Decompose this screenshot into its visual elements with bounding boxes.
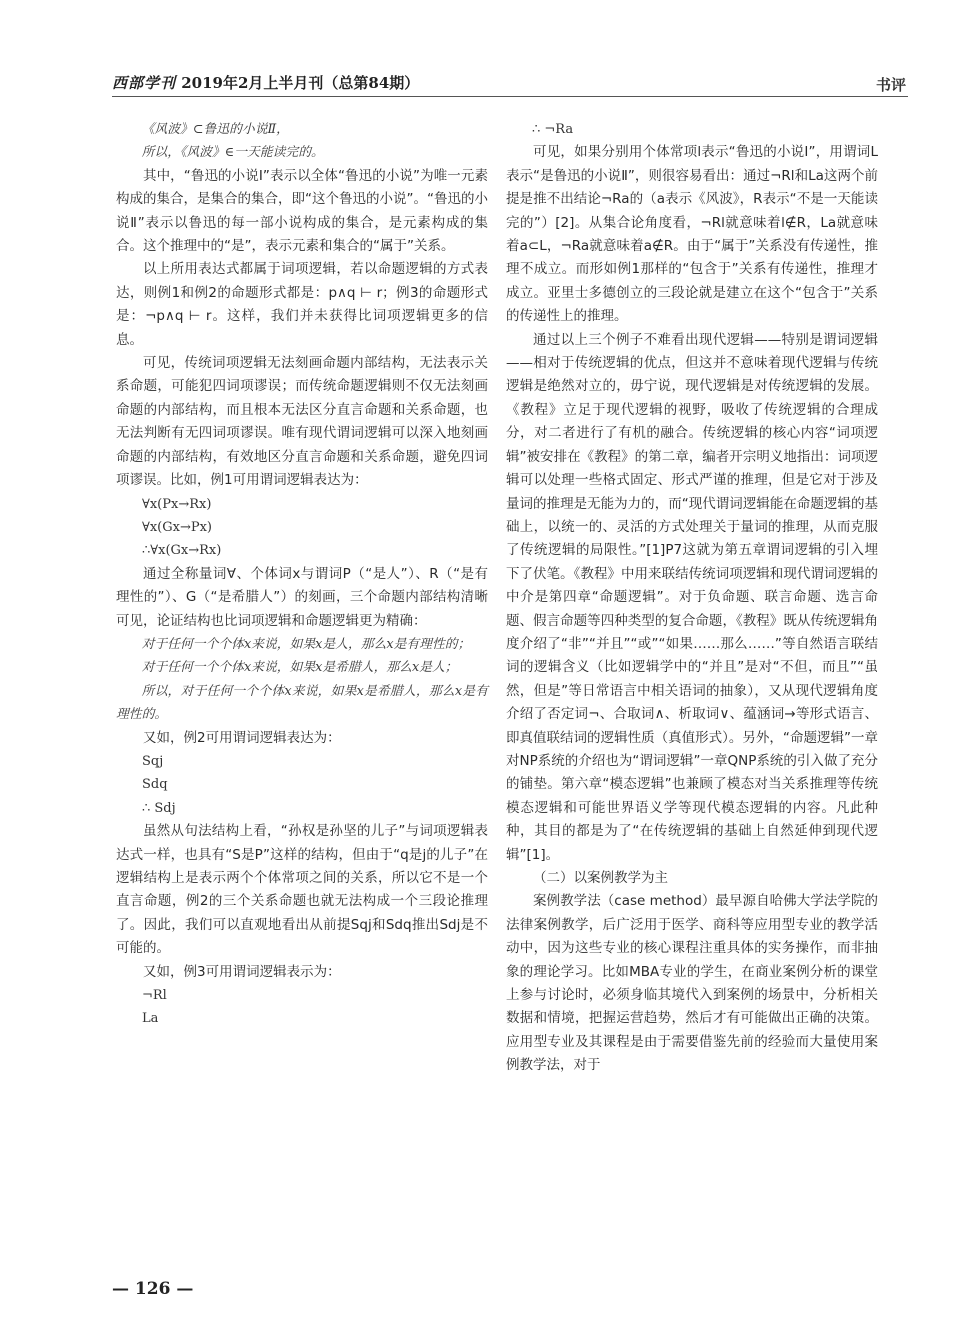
body-paragraph: 案例教学法（case method）最早源自哈佛大学法学院的法律案例教学，后广泛用于医学、商科等应用型专业的教学活动中，因为这些专业的核心课程注重具体的实务操作，而非抽象的理论学习。比如MBA专业的学生，在商业案例分析的课堂上参与讨论时，必须身临其境代入到案例的场景中，分析相关数据和情境，把握运营趋势，然后才有可能做出正确的决策。应用型专业及其课程是由于需要借鉴先前的经验而大量使用案例教学法，对于: [506, 893, 878, 1074]
formula-line: ∴ ¬Ra: [532, 122, 574, 137]
formula-line: Sqj: [142, 753, 164, 769]
header-rule: [112, 96, 908, 97]
formula-line: ∀x(Gx→Px): [142, 519, 213, 535]
formula-line: ∀x(Px→Rx): [142, 496, 212, 512]
issue-info: 2019年2月上半月刊（总第84期）: [181, 74, 420, 92]
formula-line: ¬Rl: [142, 988, 167, 1004]
body-paragraph: 其中，“鲁迅的小说Ⅰ”表示以全体“鲁迅的小说”为唯一元素构成的集合，是集合的集合，即“这个鲁迅的小说”。“鲁迅的小说Ⅱ”表示以鲁迅的每一部小说构成的集合，是元素构成的集合。这个推理中的“是”，表示元素和集合的“属于”关系。: [116, 167, 488, 255]
subsection-heading: （二）以案例教学为主: [533, 870, 668, 886]
italic-line: 对于任何一个个体x来说，如果x是希腊人，那么x是人；: [141, 660, 458, 676]
italic-line: 《风波》⊂鲁迅的小说Ⅱ，: [141, 122, 289, 137]
formula-line: Sdq: [142, 777, 168, 793]
body-paragraph: 通过以上三个例子不难看出现代逻辑——特别是谓词逻辑——相对于传统逻辑的优点，但这并不意味着现代逻辑与传统逻辑是绝然对立的，毋宁说，现代逻辑是对传统逻辑的发展。《教程》立足于现代逻辑的视野，吸收了传统逻辑的合理成分，对二者进行了有机的融合。传统逻辑的核心内容“词项逻辑”被安排在《教程》的第二章，编者开宗明义地指出：词项逻辑可以处理一些格式固定、形式严谨的推理，但是它对于涉及量词的推理是无能为力的，而“现代谓词逻辑能在命题逻辑的基础上，以统一的、灵活的方式处理关于量词的推理，从而克服了传统逻辑的局限性。”[1]P7这就为第五章谓词逻辑的引入埋下了伏笔。《教程》中用来联结传统词项逻辑和现代谓词逻辑的中介是第四章“命题逻辑”。对于负命题、联言命题、选言命题、假言命题等四种类型的复合命题，《教程》既从传统逻辑角度介绍了“非”“并且”“或”“如果……那么……”等自然语言联结词的逻辑含义（比如逻辑学中的“并且”是对“不但，而且”“虽然，但是”等日常语言中相关语词的抽象），又从现代逻辑角度介绍了否定词¬、合取词∧、析取词∨、蕴涵词→等形式语言、即真值联结词的逻辑性质（真值形式）。另外，“命题逻辑”一章对NP系统的介绍也为“谓词逻辑”一章QNP系统的引入做了充分的铺垫。第六章“模态逻辑”也兼顾了模态对当关系推理等传统模态逻辑和可能世界语义学等现代模态逻辑的内容。凡此种种，其目的都是为了“在传统逻辑的基础上自然延伸到现代逻辑”[1]。: [506, 331, 878, 863]
right-column: [506, 118, 878, 1078]
formula-line: ∴∀x(Gx→Rx): [142, 543, 222, 559]
page-number: — 126 —: [112, 1279, 194, 1299]
journal-name: 西部学刊: [112, 74, 177, 92]
italic-line: 所以，对于任何一个个体x来说，如果x是希腊人，那么x是有理性的。: [116, 683, 488, 723]
italic-line: 所以，《风波》∈一天能读完的。: [141, 145, 324, 161]
body-paragraph: 通过全称量词∀、个体词x与谓词P（“是人”）、R（“是有理性的”）、G（“是希腊人”）的刻画，三个命题内部结构清晰可见，论证结构也比词项逻辑和命题逻辑更为精确：: [116, 565, 488, 629]
body-paragraph: 可见，如果分别用个体常项l表示“鲁迅的小说Ⅰ”，用谓词L表示“是鲁迅的小说Ⅱ”，则很容易看出：通过¬Rl和La这两个前提是推不出结论¬Ra的（a表示《风波》，R表示“不是一天能读完的”）[2]。从集合论角度看，¬Rl就意味着l∉R，La就意味着a⊂L，¬Ra就意味着a∉R。由于“属于”关系没有传递性，推理不成立。而形如例1那样的“包含于”关系有传递性，推理才成立。亚里士多德创立的三段论就是建立在这个“包含于”关系的传递性上的推理。: [506, 144, 878, 325]
body-paragraph: 可见，传统词项逻辑无法刻画命题内部结构，无法表示关系命题，可能犯四词项谬误；而传统命题逻辑则不仅无法刻画命题的内部结构，而且根本无法区分直言命题和关系命题，也无法判断有无四词项谬误。唯有现代谓词逻辑可以深入地刻画命题的内部结构，有效地区分直言命题和关系命题，避免四词项谬误。比如，例1可用谓词逻辑表达为：: [116, 355, 488, 489]
lead-line: 又如，例2可用谓词逻辑表达为：: [143, 729, 341, 746]
section-label: 书评: [875, 76, 906, 94]
formula-line: La: [142, 1011, 159, 1027]
body-paragraph: 以上所用表达式都属于词项逻辑，若以命题逻辑的方式表达，则例1和例2的命题形式都是：p∧q ⊢ r；例3的命题形式是：¬p∧q ⊢ r。这样，我们并未获得比词项逻辑更多的信息。: [116, 261, 488, 348]
formula-line: ∴ Sdj: [142, 800, 176, 816]
running-header: [112, 72, 419, 93]
lead-line: 又如，例3可用谓词逻辑表示为：: [143, 963, 341, 980]
left-column: [116, 118, 488, 1031]
italic-line: 对于任何一个个体x来说，如果x是人，那么x是有理性的；: [141, 636, 471, 652]
body-paragraph: 虽然从句法结构上看，“孙权是孙坚的儿子”与词项逻辑表达式一样，也具有“S是P”这样的结构，但由于“q是j的儿子”在逻辑结构上是表示两个个体常项之间的关系，所以它不是一个直言命题，例2的三个关系命题也就无法构成一个三段论推理了。因此，我们可以直观地看出从前提Sqj和Sdq推出Sdj是不可能的。: [116, 823, 488, 957]
